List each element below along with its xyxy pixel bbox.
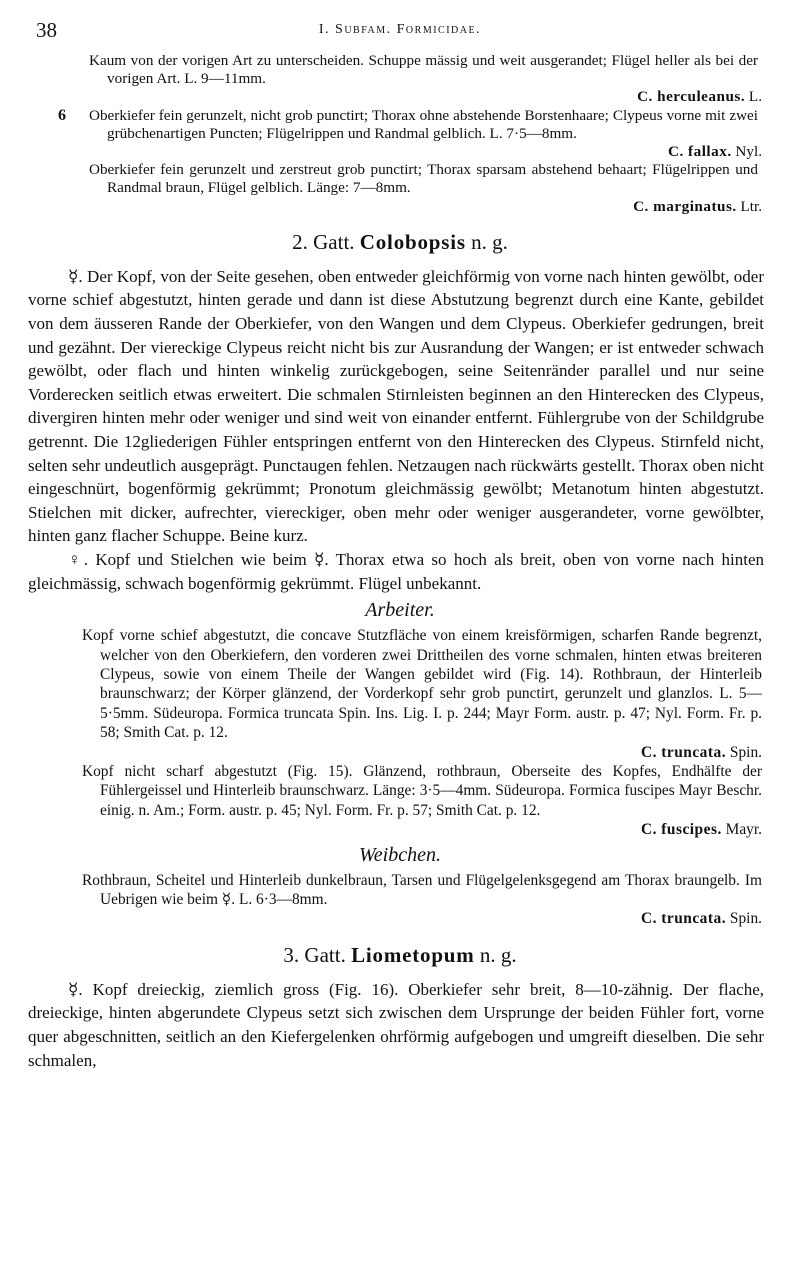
key-entry	[28, 107, 772, 143]
workers-key	[28, 626, 772, 839]
species-author: Spin.	[729, 910, 762, 928]
key-couplet-6	[28, 107, 772, 216]
key-entry-text: Kopf vorne schief abgestutzt, die concave Stutzfläche von einem kreisförmigen, scharfen Rande begrenzt, welcher von den Oberkiefern, den vorderen zwei Drittheilen des vorne schmalen, hinten etwas breiteren Clypeus, sowie von einem Theile der Wangen gebildet wird (Fig. 14). Rothbraun, der Hinterleib braunschwarz; der Körper glänzend, der Vorderkopf sehr grob punctirt, gerunzelt und glanzlos. L. 5—5·5mm. Südeuropa. Formica truncata Spin. Ins. Lig. I. p. 244; Mayr Form. austr. p. 47; Nyl. Form. Fr. p. 58; Smith Cat. p. 12.	[82, 627, 762, 742]
species-line	[100, 909, 762, 928]
species-author: Mayr.	[725, 821, 762, 839]
species-name: C. fallax.	[667, 143, 732, 161]
species-line	[100, 820, 762, 839]
species-name: C. truncata.	[640, 910, 727, 928]
key-entry-text: Kaum von der vorigen Art zu unterscheiden. Schuppe mässig und weit ausgerandet; Flügel heller als bei der vorigen Art. L. 9—11mm.	[89, 52, 758, 88]
species-name: C. fuscipes.	[640, 821, 722, 839]
key-entry	[28, 161, 772, 197]
key-entry-text: Kopf nicht scharf abgestutzt (Fig. 15). Glänzend, rothbraun, Oberseite des Kopfes, Endhälfte der Fühlergeissel und Hinterleib braunschwarz. Länge: 3·5—4mm. Südeuropa. Formica fuscipes Mayr Beschr. einig. n. Am.; Form. austr. p. 45; Nyl. Form. Fr. p. 57; Smith Cat. p. 12.	[82, 762, 762, 819]
key-entry-continuation	[28, 52, 772, 88]
genus-heading	[28, 230, 772, 255]
key-entry	[28, 626, 772, 762]
worker-description: ☿. Der Kopf, von der Seite gesehen, oben entweder gleichförmig von vorne nach hinten gewölbt, oder vorne schief abgestutzt, hinten gerade und dann ist diese Abstutzung begrenzt durch eine Kante, gebildet von dem äusseren Rande der Oberkiefer, von den Wangen und dem Clypeus. Oberkiefer gedrungen, breit und gezähnt. Der viereckige Clypeus reicht nicht bis zur Ausrandung der Wangen; er ist entweder schwach gewölbt, oder flach und hinten winkelig zurückgebogen, seine Seitenränder parallel und nur seine Vorderecken seitlich etwas erweitert. Die schmalen Stirnleisten beginnen an den Hinterecken des Clypeus, divergiren hinten mehr oder weniger und sind weit von einander entfernt. Fühlergrube von der Schildgrube getrennt. Die 12gliederigen Fühler entspringen entfernt von den Hinterecken des Clypeus. Stirnfeld nicht, selten sehr undeutlich ausgeprägt. Punctaugen fehlen. Netzaugen nach rückwärts gestellt. Thorax oben nicht eingeschnürt, bogenförmig gekrümmt; Pronotum gleichmässig gewölbt; Metanotum hinten abgestutzt. Stielchen mit dicker, aufrechter, viereckiger, oben mehr oder weniger ausgerandeter, vorne gewölbter, hinten ganz flacher Schuppe. Beine kurz.	[28, 266, 764, 546]
key-entry-text: Oberkiefer fein gerunzelt und zerstreut grob punctirt; Thorax sparsam abstehend behaart; Flügelrippen und Randmal braun, Flügel gelblich. Länge: 7—8mm.	[89, 161, 758, 197]
book-page	[28, 0, 772, 1286]
key-entry	[28, 871, 772, 929]
page-header	[28, 0, 772, 52]
species-author: L.	[748, 88, 762, 106]
genus-suffix: n. g.	[479, 942, 517, 967]
species-line	[28, 198, 772, 216]
genus-suffix: n. g.	[471, 229, 508, 254]
species-name: C. herculeanus.	[637, 88, 746, 106]
species-author: Ltr.	[740, 197, 762, 215]
key-block	[28, 52, 772, 216]
key-entry	[28, 762, 772, 840]
genus-description	[28, 978, 764, 1072]
key-entry-text: Rothbraun, Scheitel und Hinterleib dunkelbraun, Tarsen und Flügelgelenksgegend am Thorax braungelb. Im Uebrigen wie beim ☿. L. 6·3—8mm.	[82, 871, 762, 909]
worker-description: ☿. Kopf dreieckig, ziemlich gross (Fig. 16). Oberkiefer sehr breit, 8—10-zähnig. Der flache, dreieckige, hinten abgerundete Clypeus setzt sich zwischen dem Ursprunge der beiden Fühler fort, vorne quer abgeschnitten, seitlich an den Kiefergelenken ohrförmig aufgebogen und umgreift dieselben. Die sehr schmalen,	[28, 979, 764, 1070]
species-line	[28, 88, 772, 106]
female-description: ♀. Kopf und Stielchen wie beim ☿. Thorax etwa so hoch als breit, oben von vorne nach hinten gleichmässig, schwach bogenförmig gekrümmt. Flügel unbekannt.	[28, 549, 764, 593]
section-heading-workers: Arbeiter.	[365, 599, 435, 622]
section-heading-females: Weibchen.	[358, 843, 441, 866]
genus-name: Colobopsis	[359, 229, 466, 254]
species-name: C. marginatus.	[633, 197, 737, 215]
genus-description	[28, 265, 764, 595]
species-line	[28, 143, 772, 161]
females-key	[28, 871, 772, 929]
couplet-number: 6	[58, 106, 66, 124]
species-line	[100, 743, 762, 762]
species-name: C. truncata.	[640, 743, 727, 761]
page-number: 38	[36, 18, 57, 42]
genus-number: 3. Gatt.	[283, 942, 346, 967]
species-author: Spin.	[729, 743, 762, 761]
key-entry-text: Oberkiefer fein gerunzelt, nicht grob punctirt; Thorax ohne abstehende Borstenhaare; Clypeus vorne mit zwei grübchenartigen Puncten; Flügelrippen und Randmal gelblich. L. 7·5—8mm.	[89, 106, 758, 142]
genus-heading	[28, 943, 772, 968]
species-author: Nyl.	[735, 143, 762, 161]
genus-name: Liometopum	[351, 942, 475, 967]
running-head: I. Subfam. Formicidae.	[318, 22, 482, 37]
genus-number: 2. Gatt.	[292, 229, 355, 254]
